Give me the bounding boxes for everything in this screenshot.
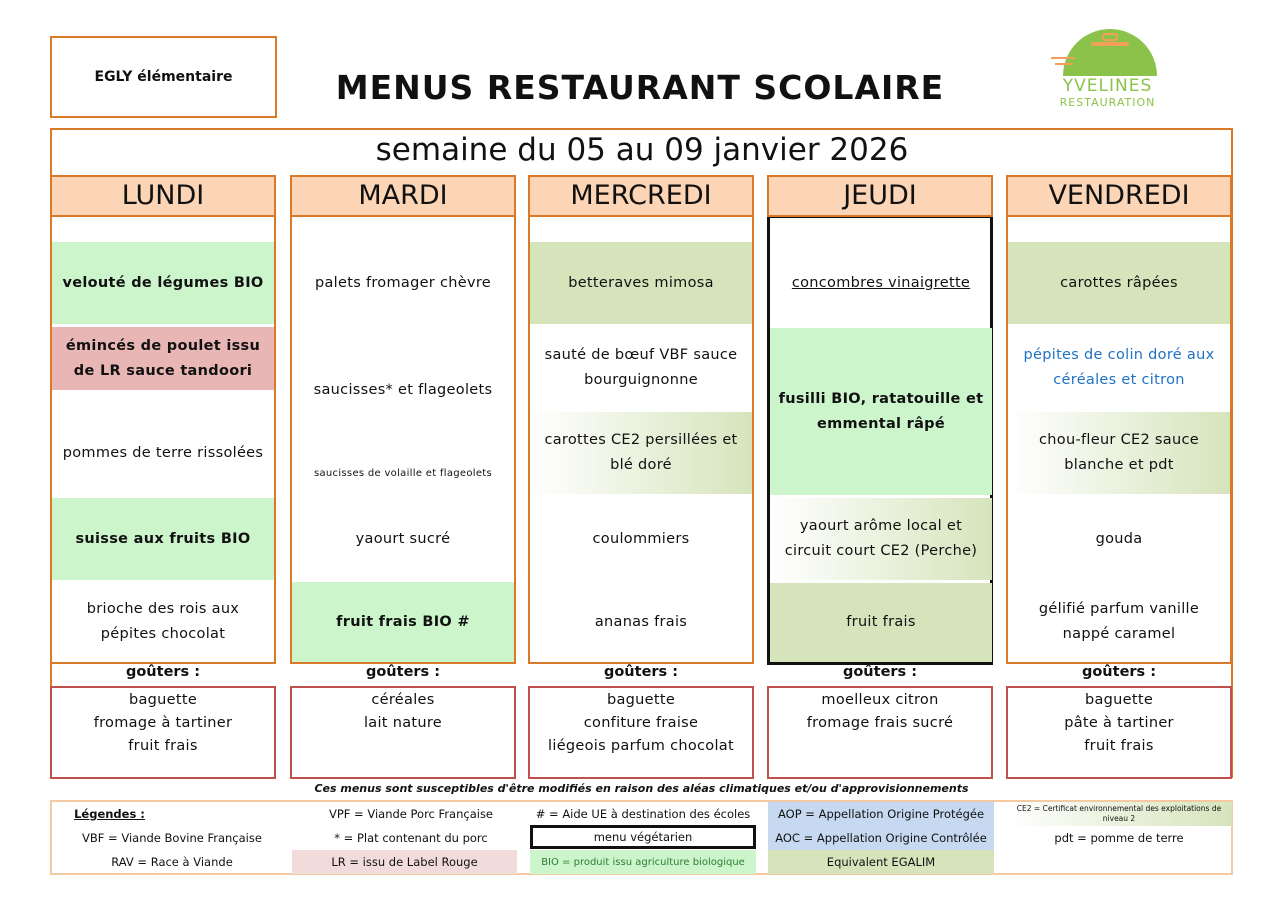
gouter-label: goûters : (603, 664, 679, 680)
legend-egalim: Equivalent EGALIM (768, 850, 994, 874)
gouter-item: céréales (371, 692, 435, 708)
gouter-box-lundi (50, 686, 276, 779)
menu-item-laitage: suisse aux fruits BIO (52, 498, 274, 580)
legend-pdt: pdt = pomme de terre (1054, 831, 1184, 845)
gouter-item: moelleux citron (821, 692, 939, 708)
day-header-vendredi: VENDREDI (1006, 175, 1232, 217)
menu-item-dessert: gélifié parfum vanille nappé caramel (1038, 601, 1200, 642)
gouter-item: confiture fraise (583, 715, 699, 731)
legend-vpf: VPF = Viande Porc Française (328, 807, 494, 821)
logo-text-yvelines: YVELINES (1062, 76, 1153, 96)
gouter-item: fruit frais (1084, 738, 1154, 754)
gouter-box-mardi (290, 686, 516, 779)
gouter-item: fromage frais sucré (806, 715, 954, 731)
gouter-box-jeudi (767, 686, 993, 779)
menu-item-laitage: gouda (1095, 530, 1143, 547)
gouter-item: lait nature (363, 715, 443, 731)
menu-item-dessert: ananas frais (594, 613, 688, 630)
menu-item-entree: palets fromager chèvre (314, 274, 492, 291)
menu-item-accompagnement: pommes de terre rissolées (62, 444, 264, 461)
gouter-label: goûters : (842, 664, 918, 680)
day-header-jeudi: JEUDI (767, 175, 993, 217)
legend-aoc: AOC = Appellation Origine Contrôlée (768, 826, 994, 850)
legend-ce2: CE2 = Certificat environnemental des exploitations de niveau 2 (1006, 802, 1232, 826)
school-name: EGLY élémentaire (50, 36, 277, 118)
gouter-item: liégeois parfum chocolat (548, 738, 734, 754)
legend-porc: * = Plat contenant du porc (334, 831, 488, 845)
menu-item-dessert: brioche des rois aux pépites chocolat (86, 601, 240, 642)
gouter-item: fruit frais (128, 738, 198, 754)
legend-aop: AOP = Appellation Origine Protégée (768, 802, 994, 826)
menu-item-laitage: yaourt arôme local et circuit court CE2 (Perche) (770, 498, 992, 580)
logo-text-restauration: RESTAURATION (1059, 96, 1156, 109)
gouter-box-mercredi (528, 686, 754, 779)
gouter-label: goûters : (365, 664, 441, 680)
menu-item-plat: fusilli BIO, ratatouille et emmental râpé (770, 328, 992, 495)
gouter-item: pâte à tartiner (1064, 715, 1174, 731)
menu-item-plat: saucisses* et flageolets (313, 381, 493, 398)
gouter-item: baguette (128, 692, 198, 708)
menu-item-plat: émincés de poulet issu de LR sauce tandoori (52, 327, 274, 390)
menu-item-laitage: coulommiers (592, 530, 690, 547)
menu-item-entree: concombres vinaigrette (791, 274, 971, 291)
menu-item-plat-alternative: saucisses de volaille et flageolets (313, 467, 493, 479)
legend-bio: BIO = produit issu agriculture biologique (530, 850, 756, 874)
menu-item-plat: pépites de colin doré aux céréales et citron (1023, 347, 1215, 388)
legend-lr: LR = issu de Label Rouge (292, 850, 517, 874)
gouter-item: baguette (606, 692, 676, 708)
legend-box (50, 800, 1233, 875)
day-header-mercredi: MERCREDI (528, 175, 754, 217)
gouter-box-vendredi (1006, 686, 1232, 779)
legend-rav: RAV = Race à Viande (111, 855, 233, 869)
gouter-label: goûters : (1081, 664, 1157, 680)
menu-item-entree: velouté de légumes BIO (52, 242, 274, 324)
week-title: semaine du 05 au 09 janvier 2026 (375, 132, 909, 168)
legend-title: Légendes : (74, 807, 145, 821)
page-title: MENUS RESTAURANT SCOLAIRE (335, 68, 945, 107)
menu-item-plat: sauté de bœuf VBF sauce bourguignonne (544, 347, 738, 388)
menu-item-dessert: fruit frais (770, 583, 992, 662)
menu-item-laitage: yaourt sucré (355, 530, 451, 547)
menu-item-accompagnement: carottes CE2 persillées et blé doré (530, 412, 752, 494)
legend-aide-ue: # = Aide UE à destination des écoles (535, 807, 751, 821)
day-header-lundi: LUNDI (50, 175, 276, 217)
gouter-item: fromage à tartiner (93, 715, 233, 731)
legend-menu-vegetarien: menu végétarien (530, 825, 756, 849)
gouter-item: baguette (1084, 692, 1154, 708)
day-header-mardi: MARDI (290, 175, 516, 217)
menu-item-dessert: fruit frais BIO # (292, 582, 514, 662)
legend-vbf: VBF = Viande Bovine Française (82, 831, 262, 845)
menu-item-entree: betteraves mimosa (530, 242, 752, 324)
menu-item-entree: carottes râpées (1008, 242, 1230, 324)
gouter-label: goûters : (125, 664, 201, 680)
disclaimer-text: Ces menus sont susceptibles d'être modifiés en raison des aléas climatiques et/ou d'approvisionnements (314, 782, 969, 795)
menu-item-accompagnement: chou-fleur CE2 sauce blanche et pdt (1008, 412, 1230, 494)
